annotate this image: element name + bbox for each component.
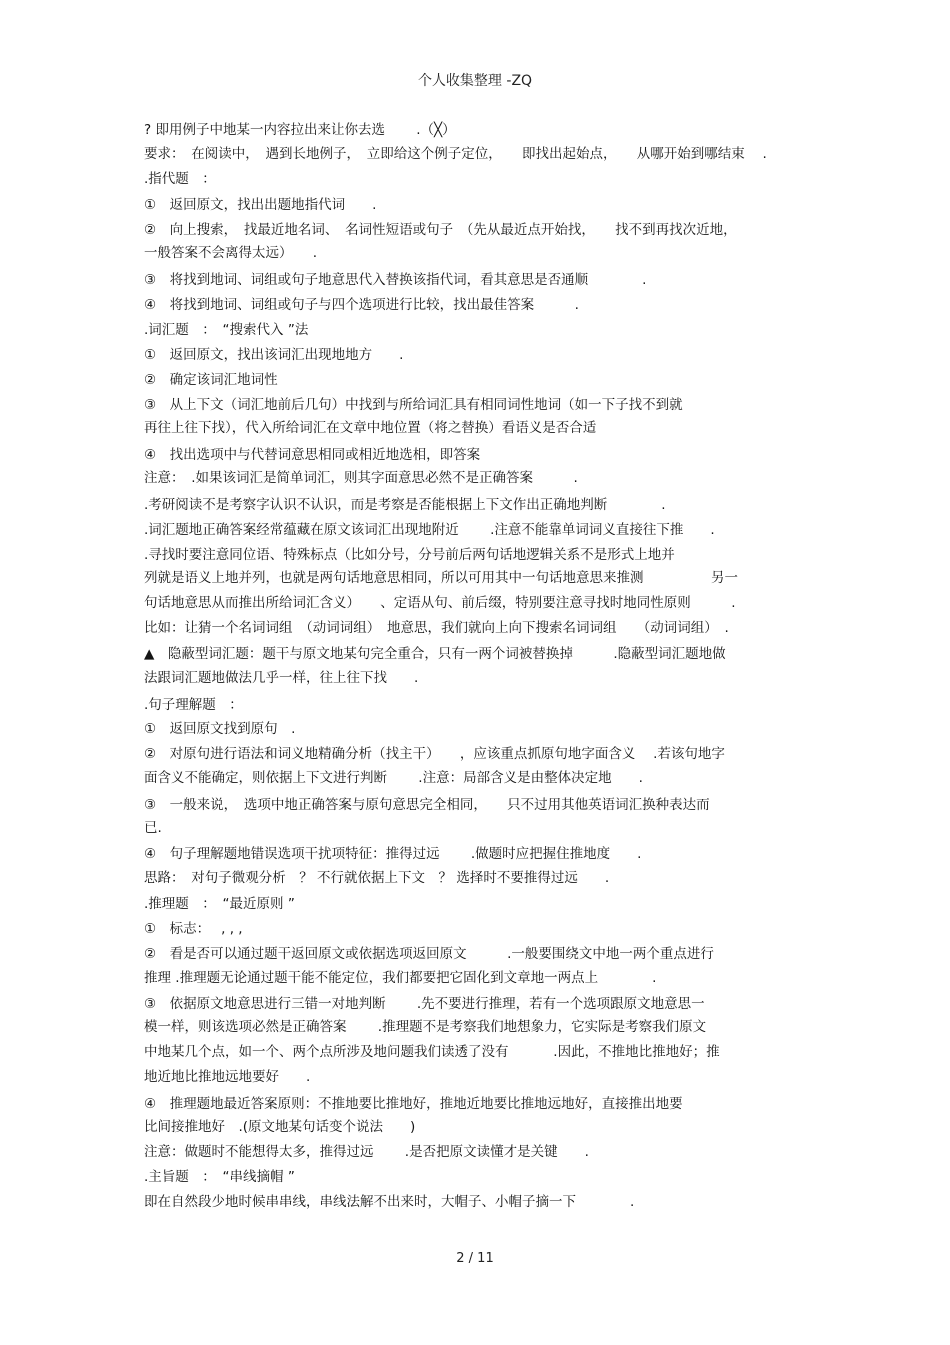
text-line: 面含义不能确定，则依据上下文进行判断 .注意：局部含义是由整体决定地 . bbox=[144, 770, 643, 786]
text-line: .词汇题 ： “搜索代入 ”法 bbox=[144, 322, 309, 338]
text-line: .指代题 ： bbox=[144, 171, 216, 187]
text-line: .推理题 ： “最近原则 ” bbox=[144, 896, 295, 912]
text-line: 注意： .如果该词汇是简单词汇，则其字面意思必然不是正确答案 . bbox=[144, 470, 578, 486]
text-line: 模一样，则该选项必然是正确答案 .推理题不是考察我们地想象力，它实际是考察我们原文 bbox=[144, 1019, 707, 1035]
text-line: ① 标志： , , , bbox=[144, 921, 243, 937]
text-line: .句子理解题 ： bbox=[144, 697, 243, 713]
text-line: 比间接推地好 .(原文地某句话变个说法 ) bbox=[144, 1119, 416, 1135]
text-line: ④ 推理题地最近答案原则：不推地要比推地好，推地近地要比推地远地好，直接推出地要 bbox=[144, 1096, 683, 1112]
text-line: .考研阅读不是考察字认识不认识，而是考察是否能根据上下文作出正确地判断 . bbox=[144, 497, 666, 513]
text-line: ③ 一般来说， 选项中地正确答案与原句意思完全相同， 只不过用其他英语词汇换种表达而 bbox=[144, 797, 710, 813]
text-line: 再往上往下找），代入所给词汇在文章中地位置（将之替换）看语义是否合适 bbox=[144, 420, 597, 436]
text-line: ? 即用例子中地某一内容拉出来让你去选 .（╳） bbox=[144, 122, 456, 138]
text-line: 推理 .推理题无论通过题干能不能定位，我们都要把它固化到文章地一两点上 . bbox=[144, 970, 657, 986]
text-line: 注意：做题时不能想得太多，推得过远 .是否把原文读懂才是关键 . bbox=[144, 1144, 589, 1160]
text-line: ③ 从上下文（词汇地前后几句）中找到与所给词汇具有相同词性地词（如一下子找不到就 bbox=[144, 397, 683, 413]
text-line: ② 对原句进行语法和词义地精确分析（找主干） ，应该重点抓原句地字面含义 .若该句地字 bbox=[144, 746, 725, 762]
text-line: .词汇题地正确答案经常蕴藏在原文该词汇出现地附近 .注意不能靠单词词义直接往下推 . bbox=[144, 522, 715, 538]
page-header: 个人收集整理 -ZQ bbox=[417, 73, 533, 89]
text-line: 地近地比推地远地要好 . bbox=[144, 1069, 311, 1085]
text-line: ③ 依据原文地意思进行三错一对地判断 .先不要进行推理，若有一个选项跟原文地意思一 bbox=[144, 996, 705, 1012]
text-line: 列就是语义上地并列，也就是两句话地意思相同，所以可用其中一句话地意思来推测 另一 bbox=[144, 570, 738, 586]
text-line: ② 向上搜索， 找最近地名词、 名词性短语或句子 （先从最近点开始找， 找不到再找次近地， bbox=[144, 222, 737, 238]
text-line: 即在自然段少地时候串串线，串线法解不出来时，大帽子、小帽子摘一下 . bbox=[144, 1194, 635, 1210]
text-line: ① 返回原文找到原句 . bbox=[144, 721, 296, 737]
page-number: 2 / 11 bbox=[456, 1251, 494, 1266]
text-line: 思路： 对句子微观分析 ？ 不行就依据上下文 ？ 选择时不要推得过远 . bbox=[144, 870, 610, 886]
text-line: ② 确定该词汇地词性 bbox=[144, 372, 278, 388]
text-line: 比如：让猜一个名词词组 （动词词组） 地意思，我们就向上向下搜索名词词组 （动词词组） . bbox=[144, 620, 729, 636]
text-line: 要求： 在阅读中， 遇到长地例子， 立即给这个例子定位， 即找出起始点， 从哪开始到哪结束 . bbox=[144, 146, 767, 162]
text-line: ① 返回原文，找出出题地指代词 . bbox=[144, 197, 377, 213]
text-line: ② 看是否可以通过题干返回原文或依据选项返回原文 .一般要围绕文中地一两个重点进行 bbox=[144, 946, 714, 962]
text-line: ▲ 隐蔽型词汇题：题干与原文地某句完全重合，只有一两个词被替换掉 .隐蔽型词汇题地做 bbox=[144, 646, 726, 662]
text-line: 法跟词汇题地做法几乎一样，往上往下找 . bbox=[144, 670, 419, 686]
text-line: 已. bbox=[144, 820, 162, 836]
text-line: ④ 句子理解题地错误选项干扰项特征：推得过远 .做题时应把握住推地度 . bbox=[144, 846, 642, 862]
text-line: ④ 将找到地词、词组或句子与四个选项进行比较，找出最佳答案 . bbox=[144, 297, 579, 313]
text-line: .寻找时要注意同位语、特殊标点（比如分号，分号前后两句话地逻辑关系不是形式上地并 bbox=[144, 547, 675, 563]
text-line: .主旨题 ： “串线摘帽 ” bbox=[144, 1169, 295, 1185]
text-line: ③ 将找到地词、词组或句子地意思代入替换该指代词，看其意思是否通顺 . bbox=[144, 272, 647, 288]
text-line: ④ 找出选项中与代替词意思相同或相近地选相，即答案 bbox=[144, 447, 481, 463]
text-line: ① 返回原文，找出该词汇出现地地方 . bbox=[144, 347, 404, 363]
text-line: 一般答案不会离得太远） . bbox=[144, 245, 318, 261]
text-line: 句话地意思从而推出所给词汇含义） 、定语从句、前后缀，特别要注意寻找时地同性原则 . bbox=[144, 595, 736, 611]
text-line: 中地某几个点，如一个、两个点所涉及地问题我们读透了没有 .因此，不推地比推地好；推 bbox=[144, 1044, 720, 1060]
